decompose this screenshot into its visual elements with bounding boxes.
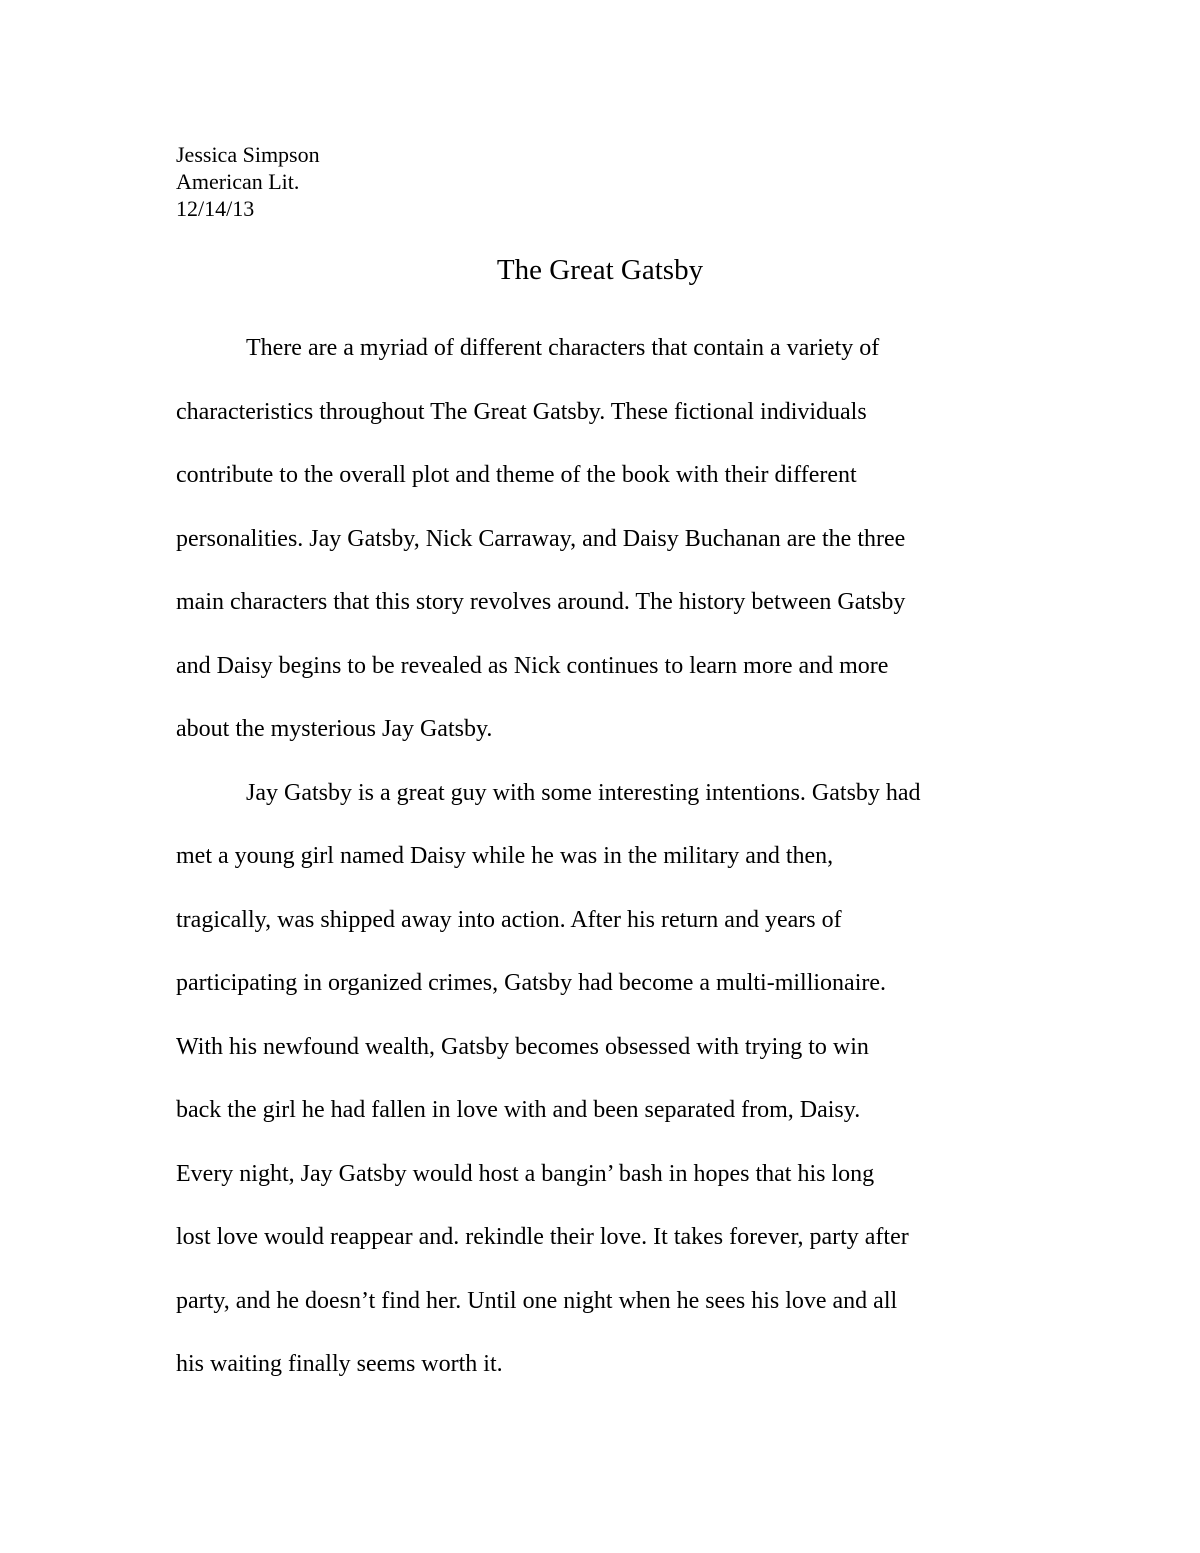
paragraph-2-line: party, and he doesn’t find her. Until one night when he sees his love and all (176, 1287, 898, 1314)
paragraph-1-line: contribute to the overall plot and theme of the book with their different (176, 462, 857, 488)
paragraph-1-line: personalities. Jay Gatsby, Nick Carraway, and Daisy Buchanan are the three (176, 525, 906, 552)
paragraph-1-line: and Daisy begins to be revealed as Nick continues to learn more and more (176, 652, 889, 679)
paragraph-1-line: main characters that this story revolves around. The history between Gatsby (176, 589, 906, 615)
paragraph-2-line: met a young girl named Daisy while he was in the military and then, (176, 843, 834, 869)
page-title: The Great Gatsby (496, 254, 704, 286)
course-name: American Lit. (176, 169, 300, 194)
paragraph-1-line: characteristics throughout The Great Gatsby. These fictional individuals (176, 398, 867, 425)
paragraph-2-line: With his newfound wealth, Gatsby becomes obsessed with trying to win (176, 1033, 869, 1060)
paragraph-2-line: lost love would reappear and. rekindle their love. It takes forever, party after (176, 1224, 909, 1250)
paragraph-2-line: participating in organized crimes, Gatsby had become a multi-millionaire. (176, 970, 887, 996)
author-name: Jessica Simpson (176, 142, 320, 167)
document-header (176, 141, 320, 222)
paragraph-2-line: Jay Gatsby is a great guy with some interesting intentions. Gatsby had (246, 779, 921, 806)
paragraph-2-line: his waiting finally seems worth it. (176, 1351, 503, 1377)
paragraph-2-line: tragically, was shipped away into action. After his return and years of (176, 906, 842, 933)
document-date: 12/14/13 (176, 196, 255, 221)
paragraph-2-line: Every night, Jay Gatsby would host a bangin’ bash in hopes that his long (176, 1160, 875, 1187)
paragraph-1-line: There are a myriad of different characters that contain a variety of (246, 335, 880, 361)
essay-body (176, 317, 1046, 1397)
paragraph-2-line: back the girl he had fallen in love with and been separated from, Daisy. (176, 1097, 861, 1123)
paragraph-1-line: about the mysterious Jay Gatsby. (176, 716, 493, 742)
